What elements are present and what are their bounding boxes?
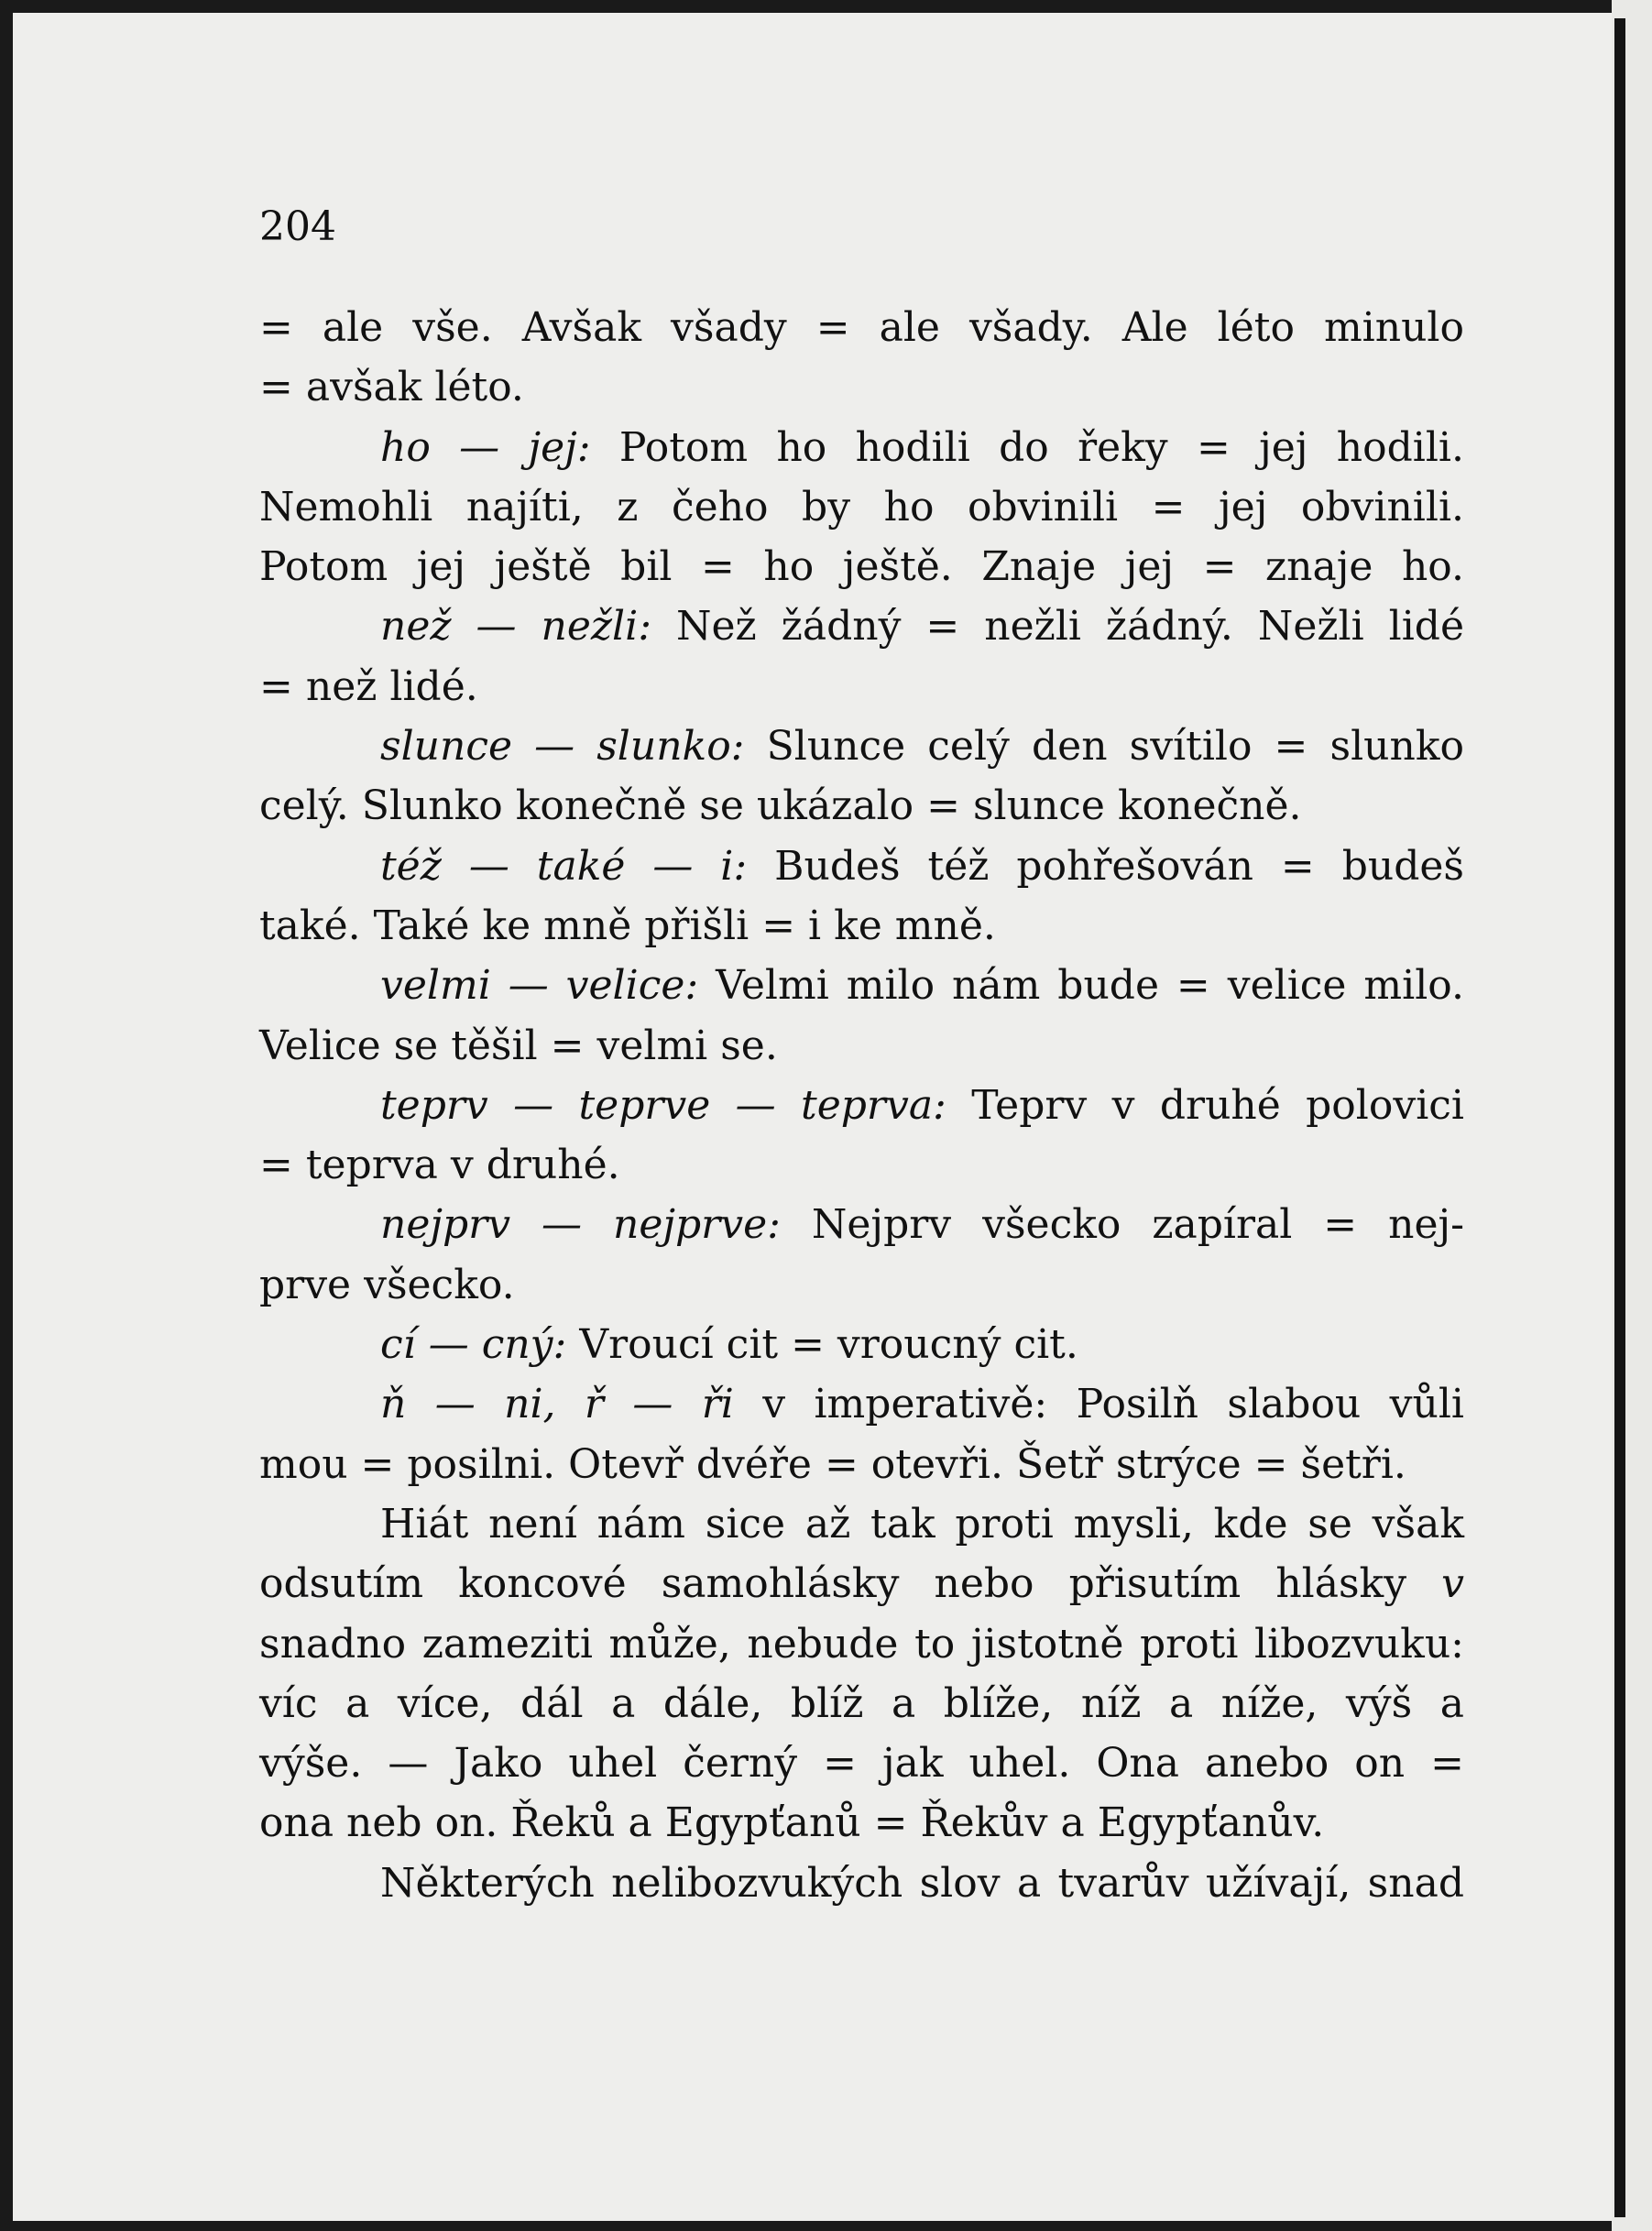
italic-term: teprv — teprve — teprva: [380, 1081, 946, 1129]
text-run: snadno zameziti může, nebude to jistotně proti libozvuku: [259, 1620, 1464, 1668]
text-line [259, 716, 1464, 776]
text-line [259, 1135, 1464, 1195]
text-run: Nemohli najíti, z čeho by ho obvinili = jej obvinili. [259, 483, 1464, 530]
text-run: odsutím koncové samohlásky nebo přisutím hlásky [259, 1560, 1442, 1608]
text-line [259, 1494, 1464, 1554]
text-line [259, 477, 1464, 537]
italic-term: nejprv — nejprve: [380, 1201, 781, 1249]
text-run: = avšak léto. [259, 364, 524, 411]
binding-shadow [1614, 18, 1625, 2217]
italic-term: ň — ni, ř — ři [380, 1381, 734, 1428]
text-line [259, 596, 1464, 656]
text-run: v imperativě: Posilň slabou vůli [733, 1381, 1464, 1428]
italic-term: cí — cný: [380, 1321, 567, 1369]
italic-term: v [1441, 1560, 1464, 1608]
text-line [259, 956, 1464, 1015]
text-line [259, 1614, 1464, 1674]
page-number: 204 [259, 203, 336, 250]
text-line [259, 657, 1464, 716]
italic-term: slunce — slunko: [380, 723, 745, 771]
text-run: ona neb on. Řeků a Egypťanů = Řekův a Egypťanův. [259, 1799, 1325, 1847]
text-line [259, 1016, 1464, 1076]
text-line [259, 1854, 1464, 1913]
text-run: Potom ho hodili do řeky = jej hodili. [590, 423, 1464, 471]
text-run: Velice se těšil = velmi se. [259, 1022, 778, 1069]
text-run: Slunce celý den svítilo = slunko [744, 723, 1464, 771]
italic-term: velmi — velice: [380, 962, 699, 1010]
text-line [259, 1674, 1464, 1733]
text-line [259, 1315, 1464, 1374]
body-text [259, 298, 1464, 1913]
text-run: celý. Slunko konečně se ukázalo = slunce konečně. [259, 782, 1302, 830]
text-run: = ale vše. Avšak všady = ale všady. Ale léto minulo [259, 304, 1464, 351]
text-run: mou = posilni. Otevř dvéře = otevři. Šetř strýce = šetři. [259, 1440, 1406, 1488]
text-line [259, 1793, 1464, 1853]
text-line [259, 1435, 1464, 1494]
text-run: Potom jej ještě bil = ho ještě. Znaje jej = znaje ho. [259, 543, 1464, 591]
text-line [259, 1554, 1464, 1613]
italic-term: též — také — i: [380, 842, 748, 890]
italic-term: než — nežli: [380, 603, 652, 651]
italic-term: ho — jej: [380, 423, 591, 471]
text-run: Velmi milo nám bude = velice milo. [698, 962, 1464, 1010]
text-line [259, 1374, 1464, 1434]
text-run: výše. — Jako uhel černý = jak uhel. Ona anebo on = [259, 1740, 1464, 1788]
text-line [259, 896, 1464, 956]
text-run: Nejprv všecko zapíral = nej- [780, 1201, 1464, 1249]
text-run: Hiát není nám sice až tak proti mysli, kde se však [380, 1500, 1464, 1547]
text-line [259, 298, 1464, 357]
text-line [259, 1076, 1464, 1135]
text-line [259, 357, 1464, 417]
text-run: Než žádný = nežli žádný. Nežli lidé [651, 603, 1465, 651]
text-run: Budeš též pohřešován = budeš [747, 842, 1465, 890]
text-line [259, 1195, 1464, 1254]
text-run: Některých nelibozvukých slov a tvarův užívají, snad [380, 1859, 1464, 1907]
text-run: víc a více, dál a dále, blíž a blíže, níž a níže, výš a [259, 1679, 1464, 1727]
text-run: = než lidé. [259, 662, 478, 710]
text-run: také. Také ke mně přišli = i ke mně. [259, 902, 996, 949]
text-run: prve všecko. [259, 1261, 515, 1308]
text-run: Vroucí cit = vroucný cit. [566, 1321, 1078, 1369]
text-line [259, 837, 1464, 896]
text-line [259, 776, 1464, 836]
text-run: = teprva v druhé. [259, 1142, 620, 1189]
text-line [259, 537, 1464, 596]
text-line [259, 1255, 1464, 1315]
text-line [259, 418, 1464, 477]
text-line [259, 1733, 1464, 1793]
text-run: Teprv v druhé polovici [946, 1081, 1465, 1129]
